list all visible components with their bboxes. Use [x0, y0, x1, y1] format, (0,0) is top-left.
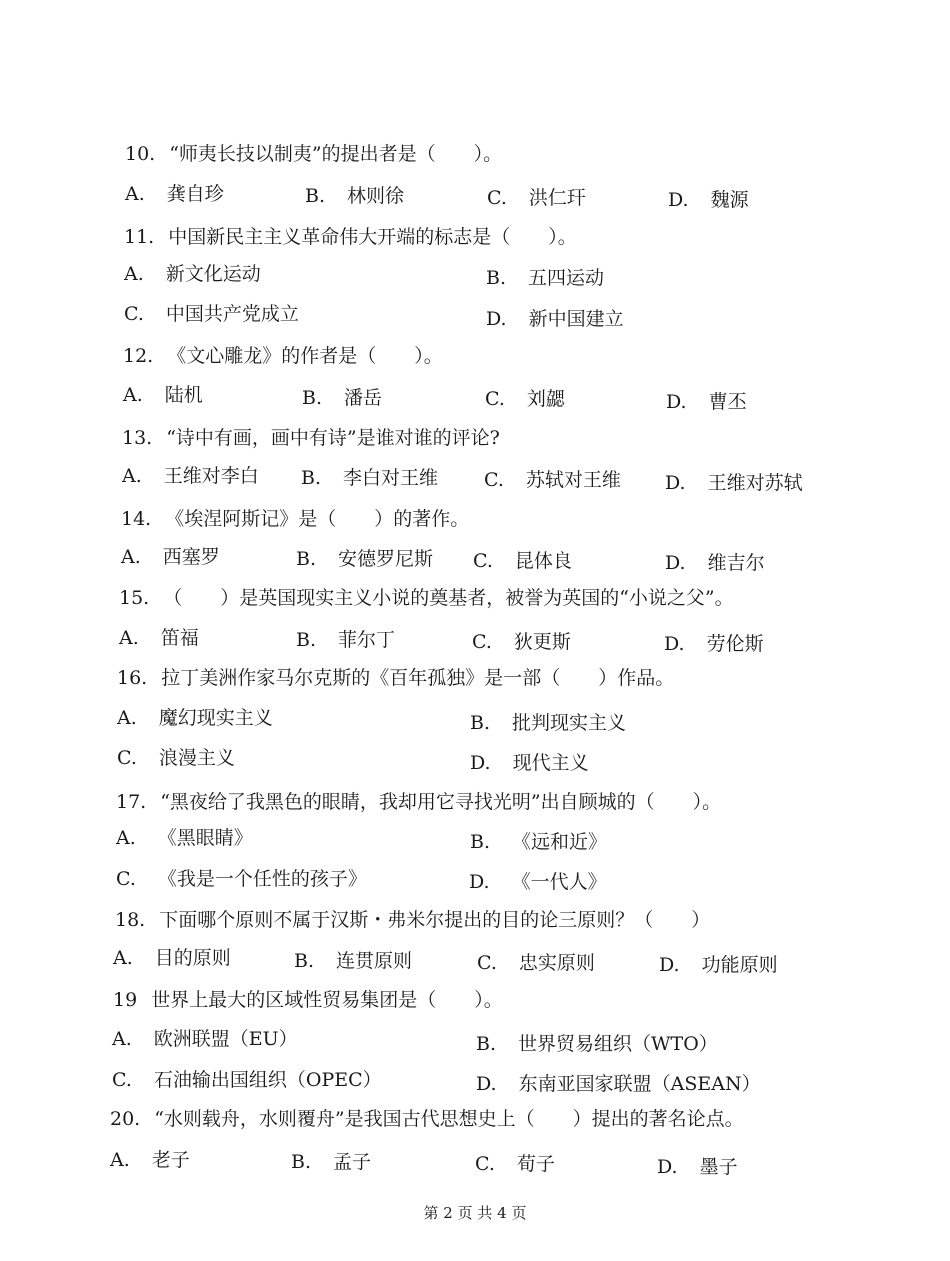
option-text: 五四运动 [528, 267, 605, 289]
option-letter: D. [486, 308, 507, 330]
option-letter: C. [485, 388, 505, 410]
question-number: 10. [125, 143, 156, 165]
option-letter: C. [116, 868, 136, 890]
option-c [473, 549, 572, 573]
option-letter: A. [124, 263, 144, 285]
option-text: 刘勰 [526, 388, 565, 410]
option-letter: D. [665, 472, 686, 494]
option-d [665, 551, 765, 575]
option-text: 石油输出国组织（OPEC） [153, 1069, 382, 1091]
option-letter: B. [476, 1033, 497, 1055]
option-letter: C. [124, 303, 144, 325]
question-text: 拉丁美洲作家马尔克斯的《百年孤独》是一部（ ）作品。 [161, 667, 675, 689]
option-text: 曹丕 [708, 391, 747, 413]
option-text: 现代主义 [512, 752, 589, 774]
question-number: 18. [115, 909, 146, 931]
option-b [296, 628, 395, 652]
option-letter: A. [110, 1149, 130, 1171]
page-number-footer: 第 2 页 共 4 页 [423, 1204, 527, 1222]
option-a [123, 383, 203, 407]
option-text: 忠实原则 [518, 952, 595, 974]
option-letter: A. [122, 465, 142, 487]
option-b [296, 547, 433, 571]
option-letter: A. [117, 707, 137, 729]
question-14 [121, 507, 469, 531]
question-16 [117, 666, 674, 690]
option-text: 潘岳 [344, 387, 383, 409]
option-letter: B. [296, 548, 317, 570]
option-text: 浪漫主义 [158, 747, 235, 769]
option-letter: A. [116, 827, 136, 849]
option-text: 荀子 [516, 1153, 555, 1175]
question-text: 《埃涅阿斯记》是（ ）的著作。 [165, 508, 470, 530]
option-d [486, 307, 624, 331]
option-text: 西塞罗 [162, 546, 220, 568]
option-letter: D. [666, 391, 687, 413]
option-text: 新文化运动 [165, 263, 261, 285]
option-letter: B. [294, 950, 315, 972]
option-text: 魔幻现实主义 [158, 707, 273, 729]
option-d [657, 1155, 738, 1179]
option-b [291, 1150, 371, 1174]
option-letter: D. [664, 633, 685, 655]
option-text: 中国共产党成立 [165, 303, 299, 325]
question-number: 17. [116, 791, 147, 813]
option-text: 林则徐 [347, 185, 405, 207]
question-text: “黑夜给了我黑色的眼睛，我却用它寻找光明”出自顾城的（ ）。 [160, 791, 722, 813]
option-letter: D. [470, 752, 491, 774]
option-letter: C. [484, 469, 504, 491]
option-a [124, 262, 261, 286]
option-letter: B. [470, 712, 491, 734]
question-text: “师夷长技以制夷”的提出者是（ ）。 [169, 143, 503, 165]
question-18 [115, 908, 710, 932]
option-letter: A. [125, 183, 145, 205]
option-letter: C. [112, 1069, 132, 1091]
question-text: （ ）是英国现实主义小说的奠基者，被誉为英国的“小说之父”。 [163, 587, 734, 609]
option-letter: C. [475, 1153, 495, 1175]
option-letter: C. [472, 631, 492, 653]
option-text: 劳伦斯 [706, 633, 764, 655]
option-text: 王维对李白 [163, 465, 259, 487]
option-d [470, 751, 589, 775]
option-d [668, 188, 749, 212]
option-b [470, 830, 607, 854]
option-b [486, 266, 604, 290]
option-letter: D. [665, 552, 686, 574]
question-number: 11. [124, 226, 155, 248]
question-text: “水则载舟，水则覆舟”是我国古代思想史上（ ）提出的著名论点。 [154, 1108, 744, 1130]
question-text: “诗中有画，画中有诗”是谁对谁的评论? [166, 427, 500, 449]
option-text: 陆机 [164, 384, 203, 406]
question-number: 14. [121, 508, 152, 530]
option-a [113, 946, 231, 970]
option-text: 新中国建立 [528, 308, 624, 330]
question-text: 中国新民主主义革命伟大开端的标志是（ ）。 [168, 226, 577, 248]
option-text: 狄更斯 [513, 631, 571, 653]
option-letter: D. [469, 871, 490, 893]
option-text: 维吉尔 [707, 552, 765, 574]
option-letter: C. [117, 747, 137, 769]
option-text: 《我是一个任性的孩子》 [157, 868, 367, 890]
option-text: 洪仁玕 [528, 187, 586, 209]
option-d [659, 953, 778, 977]
option-c [485, 387, 565, 411]
option-a [117, 706, 273, 730]
option-letter: A. [119, 627, 139, 649]
option-letter: C. [473, 550, 493, 572]
option-letter: B. [486, 267, 507, 289]
option-text: 批判现实主义 [512, 712, 627, 734]
option-text: 《一代人》 [511, 871, 607, 893]
question-text: 《文心雕龙》的作者是（ ）。 [167, 345, 443, 367]
option-a [116, 826, 253, 850]
option-letter: D. [668, 189, 689, 211]
option-a [110, 1148, 190, 1172]
option-a [122, 464, 259, 488]
option-letter: B. [302, 387, 323, 409]
option-c [484, 468, 621, 492]
option-a [125, 182, 224, 206]
option-text: 功能原则 [701, 954, 778, 976]
option-text: 李白对王维 [343, 467, 439, 489]
option-d [665, 471, 803, 495]
option-c [124, 302, 299, 326]
option-text: 龚自珍 [166, 183, 224, 205]
option-c [117, 746, 235, 770]
option-text: 东南亚国家联盟（ASEAN） [518, 1073, 761, 1095]
option-text: 苏轼对王维 [525, 469, 621, 491]
option-a [112, 1027, 298, 1051]
option-text: 老子 [151, 1149, 190, 1171]
question-19 [113, 988, 503, 1012]
option-b [301, 466, 438, 490]
question-13 [122, 426, 500, 450]
question-number: 20. [110, 1108, 141, 1130]
option-a [121, 545, 220, 569]
option-c [472, 630, 571, 654]
option-a [119, 626, 199, 650]
option-d [664, 632, 764, 656]
option-letter: D. [476, 1073, 497, 1095]
question-10 [125, 142, 502, 166]
option-letter: B. [305, 185, 326, 207]
option-letter: A. [113, 947, 133, 969]
option-d [469, 870, 607, 894]
option-text: 魏源 [710, 189, 749, 211]
option-text: 《黑眼睛》 [157, 827, 253, 849]
option-c [487, 186, 586, 210]
option-text: 连贯原则 [336, 950, 413, 972]
option-b [302, 386, 382, 410]
option-letter: B. [296, 629, 317, 651]
option-text: 墨子 [699, 1156, 738, 1178]
question-number: 16. [117, 667, 148, 689]
option-letter: D. [659, 954, 680, 976]
option-b [470, 711, 626, 735]
question-20 [110, 1107, 744, 1131]
option-letter: D. [657, 1156, 678, 1178]
option-text: 笛福 [160, 627, 199, 649]
option-d [476, 1072, 761, 1096]
option-c [475, 1152, 555, 1176]
option-b [476, 1032, 718, 1056]
question-number: 19 [113, 989, 138, 1011]
option-letter: B. [301, 467, 322, 489]
question-12 [123, 344, 443, 368]
question-17 [116, 790, 721, 814]
option-letter: A. [112, 1028, 132, 1050]
question-number: 13. [122, 427, 153, 449]
option-text: 世界贸易组织（WTO） [518, 1033, 718, 1055]
option-text: 《远和近》 [512, 831, 608, 853]
option-text: 安德罗尼斯 [338, 548, 434, 570]
option-d [666, 390, 747, 414]
option-letter: C. [477, 952, 497, 974]
option-b [305, 184, 404, 208]
option-text: 王维对苏轼 [707, 472, 803, 494]
option-letter: A. [121, 546, 141, 568]
option-text: 菲尔丁 [338, 629, 396, 651]
option-b [294, 949, 412, 973]
option-c [112, 1068, 382, 1092]
option-letter: A. [123, 384, 143, 406]
option-letter: B. [291, 1151, 312, 1173]
question-text: 世界上最大的区域性贸易集团是（ ）。 [151, 989, 503, 1011]
question-number: 15. [119, 587, 150, 609]
question-number: 12. [123, 345, 154, 367]
option-text: 昆体良 [514, 550, 572, 572]
option-letter: B. [470, 831, 491, 853]
option-c [116, 867, 367, 891]
question-11 [124, 225, 577, 249]
option-text: 孟子 [333, 1151, 372, 1173]
option-text: 欧洲联盟（EU） [153, 1028, 298, 1050]
option-letter: C. [487, 187, 507, 209]
option-c [477, 951, 595, 975]
option-text: 目的原则 [154, 947, 231, 969]
question-15 [119, 586, 734, 610]
question-text: 下面哪个原则不属于汉斯・弗米尔提出的目的论三原则？（ ） [159, 909, 711, 931]
